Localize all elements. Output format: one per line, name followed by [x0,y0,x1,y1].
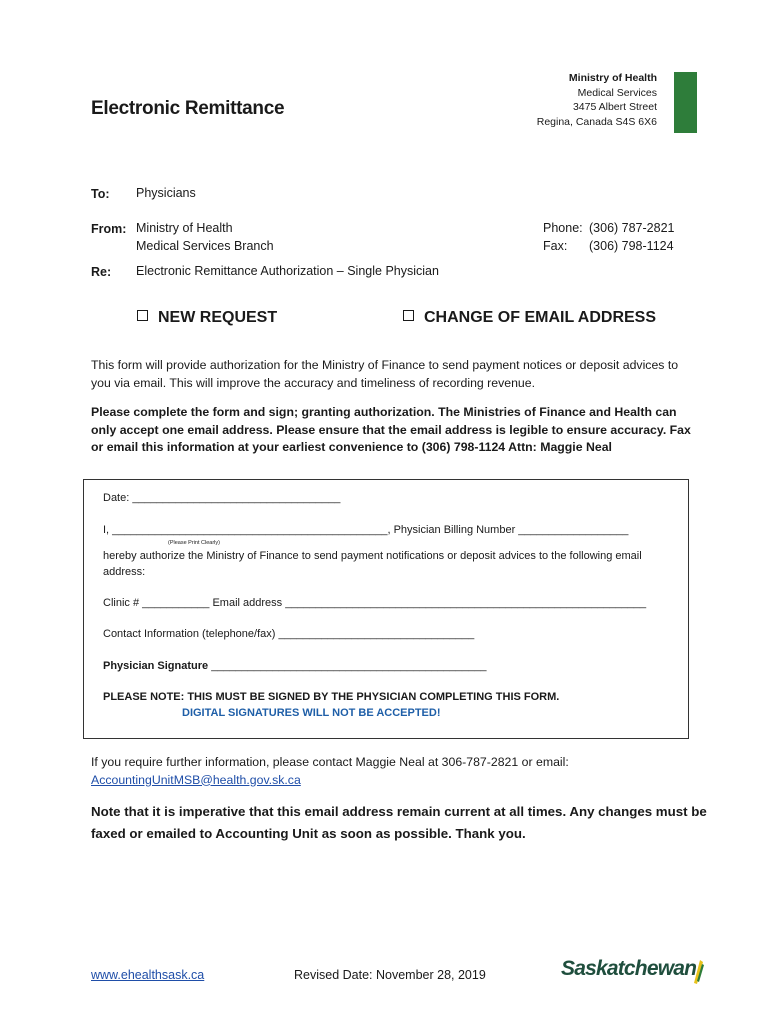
authorization-form [83,479,689,739]
date-field[interactable]: Date: __________________________________ [103,492,341,504]
phone-value: (306) 787-2821 [589,221,675,235]
physician-name-field[interactable]: I, _____________________________________________, Physician Billing Number __________________ [103,524,629,536]
saskatchewan-logo: Saskatchewan [561,957,697,980]
address-line-2: Medical Services [577,86,657,99]
phone-fax-values [589,220,674,255]
address-line-1: Ministry of Health [568,72,657,84]
contact-info-field[interactable]: Contact Information (telephone/fax) ________________________________ [103,628,475,640]
phone-fax-labels [543,220,583,255]
brand-accent-bar [674,72,697,133]
contact-paragraph [91,754,701,789]
new-request-label: NEW REQUEST [158,309,278,326]
re-value: Electronic Remittance Authorization – Single Physician [136,264,439,278]
signature-row[interactable] [103,659,487,674]
intro-paragraph: This form will provide authorization for the Ministry of Finance to send payment notices or deposit advices to you via email. This will improve the accuracy and timeliness of recording revenue. [91,358,679,390]
website-link[interactable]: www.ehealthsask.ca [91,968,205,982]
from-line-2: Medical Services Branch [136,238,274,253]
page-title: Electronic Remittance [91,98,285,119]
from-line-1: Ministry of Health [136,221,233,235]
new-request-option[interactable] [137,309,277,327]
address-line-3: 3475 Albert Street [572,101,657,113]
contact-text: If you require further information, please contact Maggie Neal at 306-787-2821 or email: [91,755,569,769]
to-label: To: [91,187,110,201]
new-request-checkbox[interactable] [137,310,148,321]
please-note: PLEASE NOTE: THIS MUST BE SIGNED BY THE PHYSICIAN COMPLETING THIS FORM. [103,691,560,703]
print-hint: (Please Print Clearly) [168,540,220,546]
ministry-address [537,71,657,129]
change-email-checkbox[interactable] [403,310,414,321]
change-email-label: CHANGE OF EMAIL ADDRESS [424,309,657,326]
from-label: From: [91,222,127,236]
wheat-icon [691,958,705,986]
fax-value: (306) 798-1124 [589,238,674,253]
change-email-option[interactable] [403,309,656,327]
authorize-line-2: address: [103,566,146,578]
phone-label: Phone: [543,221,583,235]
from-value [136,220,274,255]
fax-label: Fax: [543,238,568,253]
digital-signature-warning: DIGITAL SIGNATURES WILL NOT BE ACCEPTED! [182,707,441,719]
signature-line[interactable]: _____________________________________________ [208,660,487,672]
clinic-email-field[interactable]: Clinic # ___________ Email address ___________________________________________________________ [103,597,647,609]
instructions-paragraph: Please complete the form and sign; granting authorization. The Ministries of Finance and Health can only accept one email address. Please ensure that the email address is legible to ensure accuracy. Fax or email this information at your earliest convenience to (306) 798-1124 Attn: Maggie Neal [91,405,691,454]
re-label: Re: [91,265,112,279]
important-note: Note that it is imperative that this email address remain current at all times. Any changes must be faxed or emailed to Accounting Unit as soon as possible. Thank you. [91,804,707,841]
address-line-4: Regina, Canada S4S 6X6 [536,115,657,128]
revised-date: Revised Date: November 28, 2019 [294,968,486,982]
authorize-line-1: hereby authorize the Ministry of Finance to send payment notifications or deposit advices to the following email [103,550,642,562]
contact-email-link[interactable]: AccountingUnitMSB@health.gov.sk.ca [91,772,301,787]
to-value: Physicians [136,186,196,200]
signature-label: Physician Signature [103,660,209,672]
